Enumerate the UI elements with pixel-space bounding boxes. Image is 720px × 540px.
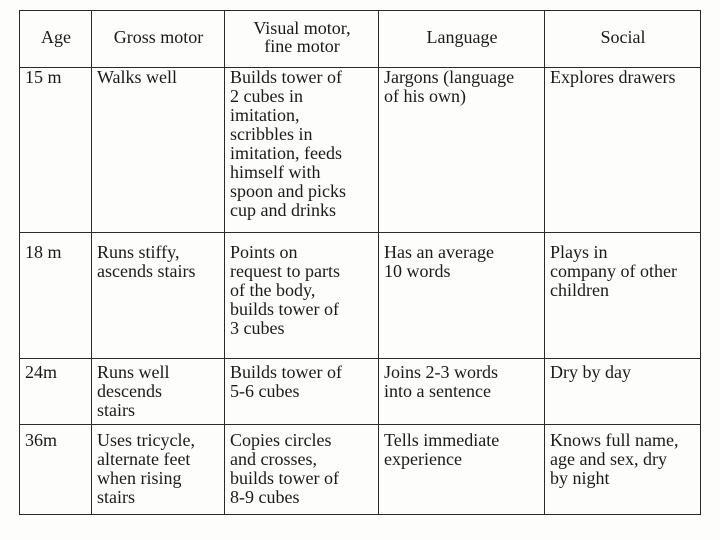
cell-social [545,359,701,425]
cell-gross-motor [92,233,225,359]
language-value: Tells immediate experience [384,430,500,469]
gross-motor-value: Walks well [97,67,178,87]
header-visual-motor-label: Visual motor, fine motor [253,18,351,56]
social-value: Knows full name, age and sex, dry by night [550,430,679,488]
table-row [20,359,701,425]
language-value: Has an average 10 words [384,242,494,281]
cell-age [20,233,92,359]
gross-motor-value: Runs well descends stairs [97,362,170,420]
cell-social [545,425,701,515]
cell-age [20,425,92,515]
age-value: 18 m [25,242,62,262]
cell-gross-motor [92,68,225,233]
table-header-row [20,11,701,68]
cell-language [379,233,545,359]
social-value: Dry by day [550,362,631,382]
cell-social [545,233,701,359]
table-row [20,233,701,359]
cell-age [20,68,92,233]
age-value: 36m [25,430,58,450]
visual-motor-value: Builds tower of 5-6 cubes [230,362,342,401]
social-value: Explores drawers [550,67,676,87]
age-value: 24m [25,362,58,382]
table-row [20,68,701,233]
visual-motor-value: Copies circles and crosses, builds tower of 8-9 cubes [230,430,339,507]
cell-visual-motor [225,233,379,359]
cell-visual-motor [225,68,379,233]
cell-age [20,359,92,425]
cell-language [379,425,545,515]
cell-visual-motor [225,425,379,515]
developmental-milestones-table [19,10,701,515]
header-social [545,11,701,68]
header-language [379,11,545,68]
language-value: Jargons (language of his own) [384,67,515,106]
table-row [20,425,701,515]
cell-gross-motor [92,359,225,425]
header-social-label: Social [600,27,646,47]
header-language-label: Language [426,27,498,47]
header-visual-motor [225,11,379,68]
gross-motor-value: Uses tricycle, alternate feet when rising stairs [97,430,195,507]
header-age [20,11,92,68]
header-gross-motor [92,11,225,68]
cell-language [379,68,545,233]
social-value: Plays in company of other children [550,242,677,300]
language-value: Joins 2-3 words into a sentence [384,362,499,401]
cell-visual-motor [225,359,379,425]
gross-motor-value: Runs stiffy, ascends stairs [97,242,196,281]
header-age-label: Age [41,27,71,47]
age-value: 15 m [25,67,62,87]
visual-motor-value: Points on request to parts of the body, builds tower of 3 cubes [230,242,340,338]
cell-language [379,359,545,425]
cell-gross-motor [92,425,225,515]
visual-motor-value: Builds tower of 2 cubes in imitation, scribbles in imitation, feeds himself with spoon and picks cup and drinks [230,67,346,220]
header-gross-motor-label: Gross motor [113,27,204,47]
cell-social [545,68,701,233]
